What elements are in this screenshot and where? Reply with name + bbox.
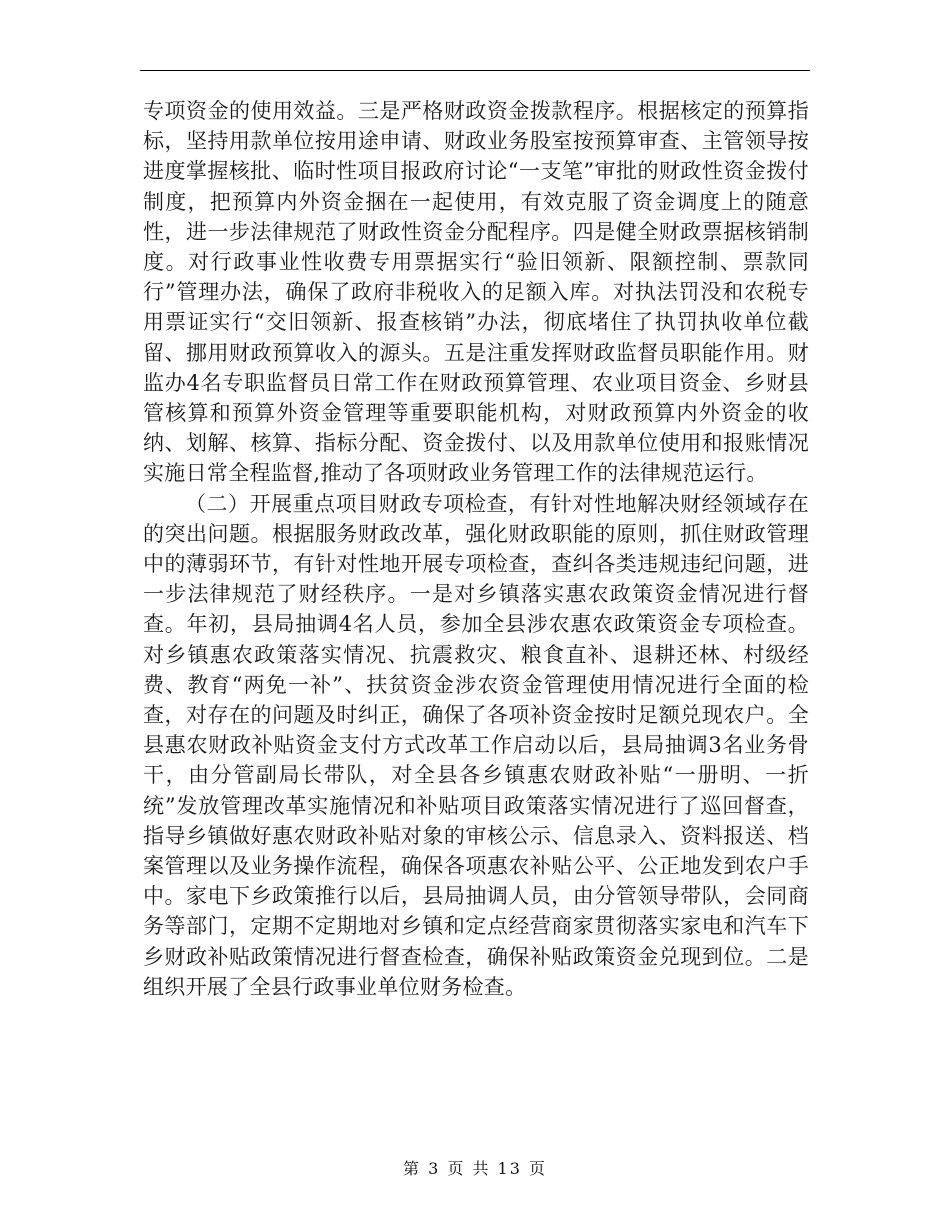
body-text — [143, 96, 809, 1002]
paragraph-section-2: （二）开展重点项目财政专项检查，有针对性地解决财经领域存在的突出问题。根据服务财政改革，强化财政职能的原则，抓住财政管理中的薄弱环节，有针对性地开展专项检查，查纠各类违规违纪问题，进一步法律规范了财经秩序。一是对乡镇落实惠农政策资金情况进行督查。年初，县局抽调4名人员，参加全县涉农惠农政策资金专项检查。对乡镇惠农政策落实情况、抗震救灾、粮食直补、退耕还林、村级经费、教育“两免一补”、扶贫资金涉农资金管理使用情况进行全面的检查，对存在的问题及时纠正，确保了各项补资金按时足额兑现农户。全县惠农财政补贴资金支付方式改革工作启动以后，县局抽调3名业务骨干，由分管副局长带队，对全县各乡镇惠农财政补贴“一册明、一折统”发放管理改革实施情况和补贴项目政策落实情况进行了巡回督查，指导乡镇做好惠农财政补贴对象的审核公示、信息录入、资料报送、档案管理以及业务操作流程，确保各项惠农补贴公平、公正地发到农户手中。家电下乡政策推行以后，县局抽调人员，由分管领导带队，会同商务等部门，定期不定期地对乡镇和定点经营商家贯彻落实家电和汽车下乡财政补贴政策情况进行督查检查，确保补贴政策资金兑现到位。二是组织开展了全县行政事业单位财务检查。 — [143, 491, 809, 999]
header-rule — [140, 70, 810, 71]
page-number: 第 3 页 共 13 页 — [403, 1159, 547, 1178]
paragraph-continued: 专项资金的使用效益。三是严格财政资金拨款程序。根据核定的预算指标，坚持用款单位按用途申请、财政业务股室按预算审查、主管领导按进度掌握核批、临时性项目报政府讨论“一支笔”审批的财政性资金拨付制度，把预算内外资金捆在一起使用，有效克服了资金调度上的随意性，进一步法律规范了财政性资金分配程序。四是健全财政票据核销制度。对行政事业性收费专用票据实行“验旧领新、限额控制、票款同行”管理办法，确保了政府非税收入的足额入库。对执法罚没和农税专用票证实行“交旧领新、报查核销”办法，彻底堵住了执罚执收单位截留、挪用财政预算收入的源头。五是注重发挥财政监督员职能作用。财监办4名专职监督员日常工作在财政预算管理、农业项目资金、乡财县管核算和预算外资金管理等重要职能机构，对财政预算内外资金的收纳、划解、核算、指标分配、资金拨付、以及用款单位使用和报账情况实施日常全程监督,推动了各项财政业务管理工作的法律规范运行。 — [143, 99, 809, 486]
